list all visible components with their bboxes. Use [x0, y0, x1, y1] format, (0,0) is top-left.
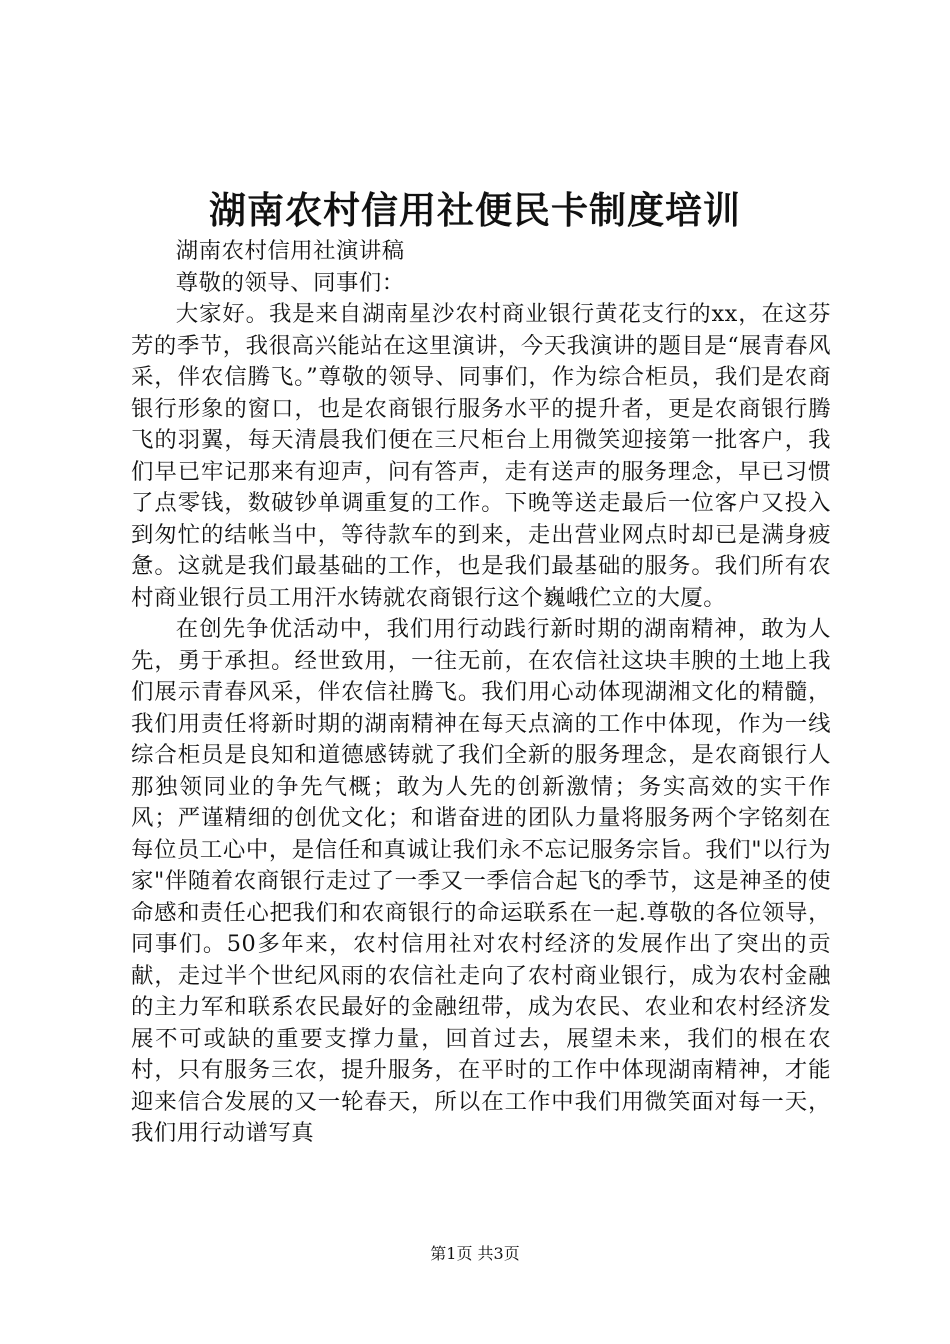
paragraph-salutation: 尊敬的领导、同事们：: [175, 269, 405, 296]
paragraph-body-1: 大家好。我是来自湖南星沙农村商业银行黄花支行的xx，在这芬芳的季节，我很高兴能站在这里演讲，今天我演讲的题目是“展青春风采，伴农信腾飞。”尊敬的领导、同事们，作为综合柜员，我们是农商银行形象的窗口，也是农商银行服务水平的提升者，更是农商银行腾飞的羽翼，每天清晨我们便在三尺柜台上用微笑迎接第一批客户，我们早已牢记那来有迎声，问有答声，走有送声的服务理念，早已习惯了点零钱，数破钞单调重复的工作。下晚等送走最后一位客户又投入到匆忙的结帐当中，等待款车的到来，走出营业网点时却已是满身疲惫。这就是我们最基础的工作，也是我们最基础的服务。我们所有农村商业银行员工用汗水铸就农商银行这个巍峨伫立的大厦。: [131, 301, 831, 611]
paragraph-subtitle: 湖南农村信用社演讲稿: [175, 238, 405, 264]
document-title: 湖南农村信用社便民卡制度培训: [209, 188, 741, 232]
page-number-footer: 第1页 共3页: [430, 1244, 520, 1263]
document-body: [131, 236, 831, 1150]
paragraph-body-2: 在创先争优活动中，我们用行动践行新时期的湖南精神，敢为人先，勇于承担。经世致用，一往无前，在农信社这块丰腴的土地上我们展示青春风采，伴农信社腾飞。我们用心动体现湖湘文化的精髓，我们用责任将新时期的湖南精神在每天点滴的工作中体现，作为一线综合柜员是良知和道德感铸就了我们全新的服务理念，是农商银行人那独领同业的争先气概；敢为人先的创新激情；务实高效的实干作风；严谨精细的创优文化；和谐奋进的团队力量将服务两个字铭刻在每位员工心中，是信任和真诚让我们永不忘记服务宗旨。我们"以行为家"伴随着农商银行走过了一季又一季信合起飞的季节，这是神圣的使命感和责任心把我们和农商银行的命运联系在一起.尊敬的各位领导，同事们。50多年来，农村信用社对农村经济的发展作出了突出的贡献，走过半个世纪风雨的农信社走向了农村商业银行，成为农村金融的主力军和联系农民最好的金融纽带，成为农民、农业和农村经济发展不可或缺的重要支撑力量，回首过去，展望未来，我们的根在农村，只有服务三农，提升服务，在平时的工作中体现湖南精神，才能迎来信合发展的又一轮春天，所以在工作中我们用微笑面对每一天，我们用行动谱写真: [131, 616, 831, 1146]
